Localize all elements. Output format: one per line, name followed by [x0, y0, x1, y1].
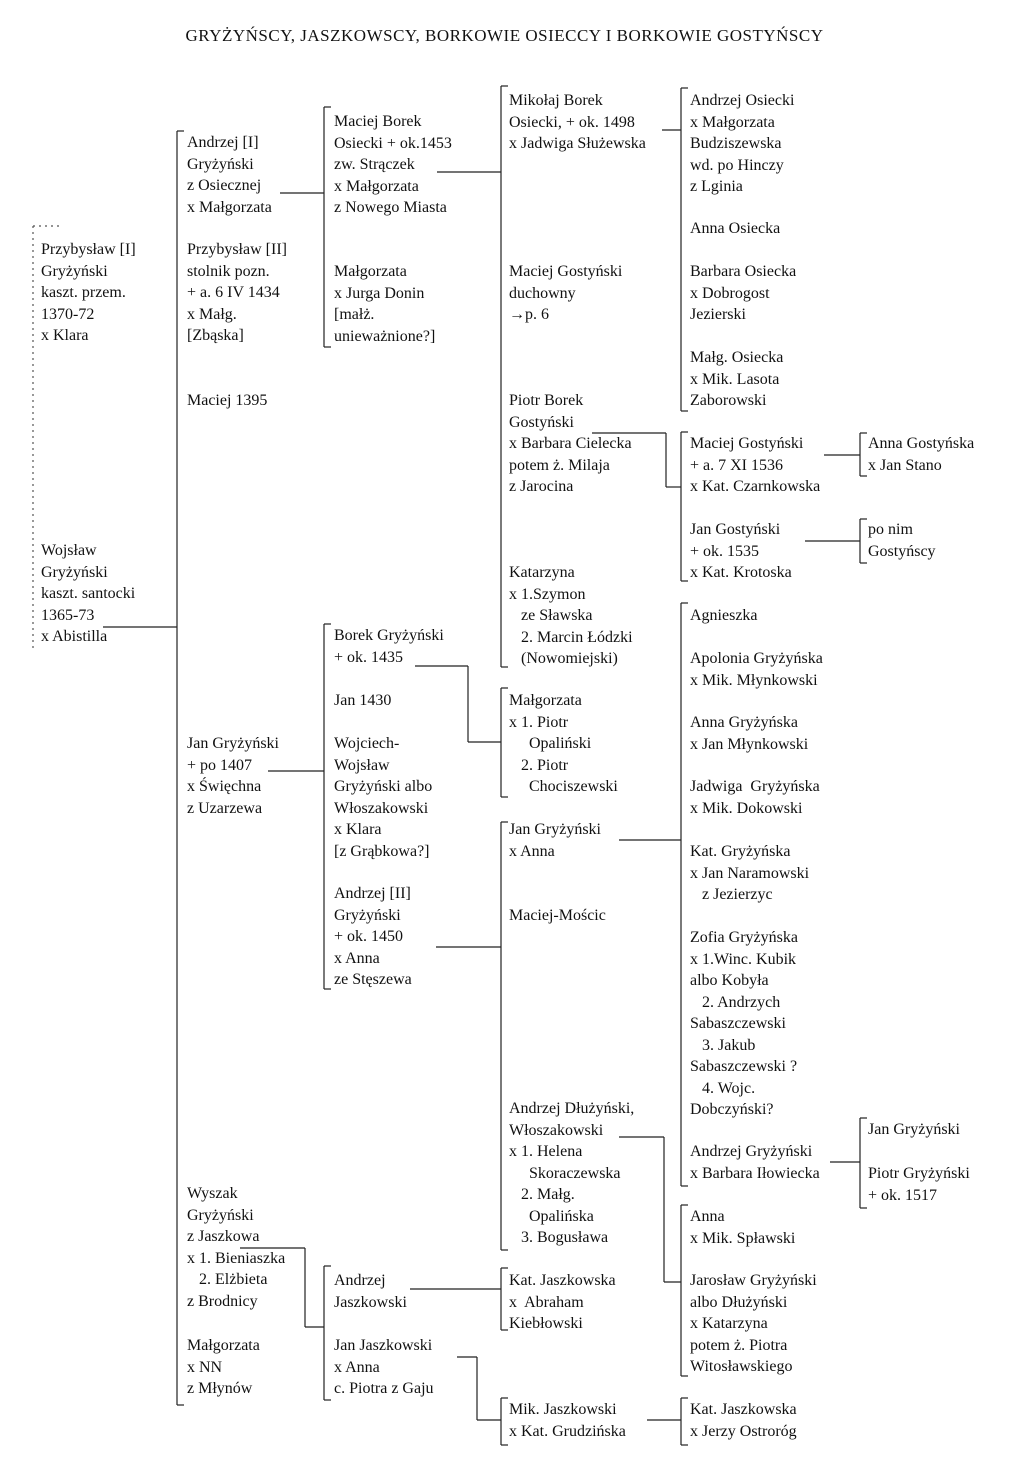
- person-maciej-moscic: Maciej-Mościc: [509, 907, 606, 924]
- person-andrzej-jaszkowski: Andrzej Jaszkowski: [334, 1272, 407, 1311]
- person-piotr-borek: Piotr Borek Gostyński x Barbara Cielecka potem ż. Milaja z Jarocina: [509, 392, 632, 495]
- person-przybyslaw-2: Przybysław [II] stolnik pozn. + a. 6 IV 1434 x Małg. [Zbąska]: [187, 241, 287, 344]
- person-apolonia-gryzynska: Apolonia Gryżyńska x Mik. Młynkowski: [690, 650, 823, 689]
- person-jan-gryzynski: Jan Gryżyński + po 1407 x Święchna z Uzarzewa: [187, 735, 279, 817]
- person-mikolaj-jaszkowski: Mik. Jaszkowski x Kat. Grudzińska: [509, 1401, 626, 1440]
- person-anna-splawski: Anna x Mik. Spławski: [690, 1208, 796, 1247]
- person-maciej-1395: Maciej 1395: [187, 392, 268, 409]
- person-barbara-osiecka: Barbara Osiecka x Dobrogost Jezierski: [690, 263, 797, 323]
- person-agnieszka: Agnieszka: [690, 607, 758, 624]
- person-anna-gryzynska: Anna Gryżyńska x Jan Młynkowski: [690, 714, 809, 753]
- person-anna-osiecka: Anna Osiecka: [690, 220, 781, 237]
- person-przybyslaw-1: Przybysław [I] Gryżyński kaszt. przem. 1370-72 x Klara: [41, 241, 136, 344]
- person-zofia-gryzynska: Zofia Gryżyńska x 1.Winc. Kubik albo Kobyła 2. Andrzych Sabaszczewski 3. Jakub Sabaszczewski ? 4. Wojc. Dobczyński?: [690, 929, 798, 1118]
- person-wyszak: Wyszak Gryżyński z Jaszkowa x 1. Bieniaszka 2. Elżbieta z Brodnicy: [187, 1185, 286, 1310]
- person-malgorzata-opalinski: Małgorzata x 1. Piotr Opaliński 2. Piotr Chociszewski: [509, 692, 618, 795]
- person-jadwiga-gryzynska: Jadwiga Gryżyńska x Mik. Dokowski: [690, 778, 820, 817]
- person-jan-jaszkowski: Jan Jaszkowski x Anna c. Piotra z Gaju: [334, 1337, 434, 1397]
- person-malgorzata-donin: Małgorzata x Jurga Donin [małż. unieważnione?]: [334, 263, 436, 345]
- person-jan-1430: Jan 1430: [334, 692, 392, 709]
- person-po-nim-gostynscy: po nim Gostyńscy: [868, 521, 936, 560]
- person-maciej-gostynski: Maciej Gostyński + a. 7 XI 1536 x Kat. Czarnkowska: [690, 435, 821, 495]
- person-wojciech-wojslaw: Wojciech- Wojsław Gryżyński albo Włoszakowski x Klara [z Grąbkowa?]: [334, 735, 433, 860]
- person-maciej-gostynski-duchowny: Maciej Gostyński duchowny →p. 6: [509, 263, 623, 323]
- person-malgorzata-nn: Małgorzata x NN z Młynów: [187, 1337, 260, 1397]
- person-jan-gryzynski-4: Jan Gryżyński: [868, 1121, 960, 1138]
- person-andrzej-1: Andrzej [I] Gryżyński z Osiecznej x Małgorzata: [187, 134, 272, 216]
- person-anna-gostynska: Anna Gostyńska x Jan Stano: [868, 435, 975, 474]
- person-maciej-borek: Maciej Borek Osiecki + ok.1453 zw. Strączek x Małgorzata z Nowego Miasta: [334, 113, 452, 216]
- person-katarzyna-jaszkowska-1: Kat. Jaszkowska x Abraham Kiebłowski: [509, 1272, 616, 1332]
- person-andrzej-gryzynski-3: Andrzej Gryżyński x Barbara Iłowiecka: [690, 1143, 820, 1182]
- person-borek-gryzynski: Borek Gryżyński + ok. 1435: [334, 627, 444, 666]
- person-andrzej-2: Andrzej [II] Gryżyński + ok. 1450 x Anna ze Stęszewa: [334, 885, 412, 988]
- person-mikolaj-borek: Mikołaj Borek Osiecki, + ok. 1498 x Jadwiga Służewska: [509, 92, 646, 152]
- person-piotr-gryzynski: Piotr Gryżyński + ok. 1517: [868, 1165, 970, 1204]
- person-jan-gostynski: Jan Gostyński + ok. 1535 x Kat. Krotoska: [690, 521, 792, 581]
- person-katarzyna: Katarzyna x 1.Szymon ze Sławska 2. Marcin Łódzki (Nowomiejski): [509, 564, 633, 667]
- person-andrzej-osiecki: Andrzej Osiecki x Małgorzata Budziszewska wd. po Hinczy z Lginia: [690, 92, 795, 195]
- page-title: GRYŻYŃSCY, JASZKOWSCY, BORKOWIE OSIECCY I BORKOWIE GOSTYŃSCY: [185, 26, 824, 45]
- person-malgorzata-osiecka: Małg. Osiecka x Mik. Lasota Zaborowski: [690, 349, 784, 409]
- person-katarzyna-jaszkowska-2: Kat. Jaszkowska x Jerzy Ostroróg: [690, 1401, 797, 1440]
- person-andrzej-dluzynski: Andrzej Dłużyński, Włoszakowski x 1. Helena Skoraczewska 2. Małg. Opalińska 3. Bogusława: [509, 1100, 635, 1246]
- person-katarzyna-gryzynska: Kat. Gryżyńska x Jan Naramowski z Jezierzyc: [690, 843, 810, 903]
- person-wojslaw: Wojsław Gryżyński kaszt. santocki 1365-73 x Abistilla: [41, 542, 136, 645]
- person-jan-gryzynski-2: Jan Gryżyński x Anna: [509, 821, 601, 860]
- person-jaroslaw-gryzynski: Jarosław Gryżyński albo Dłużyński x Katarzyna potem ż. Piotra Witosławskiego: [690, 1272, 817, 1375]
